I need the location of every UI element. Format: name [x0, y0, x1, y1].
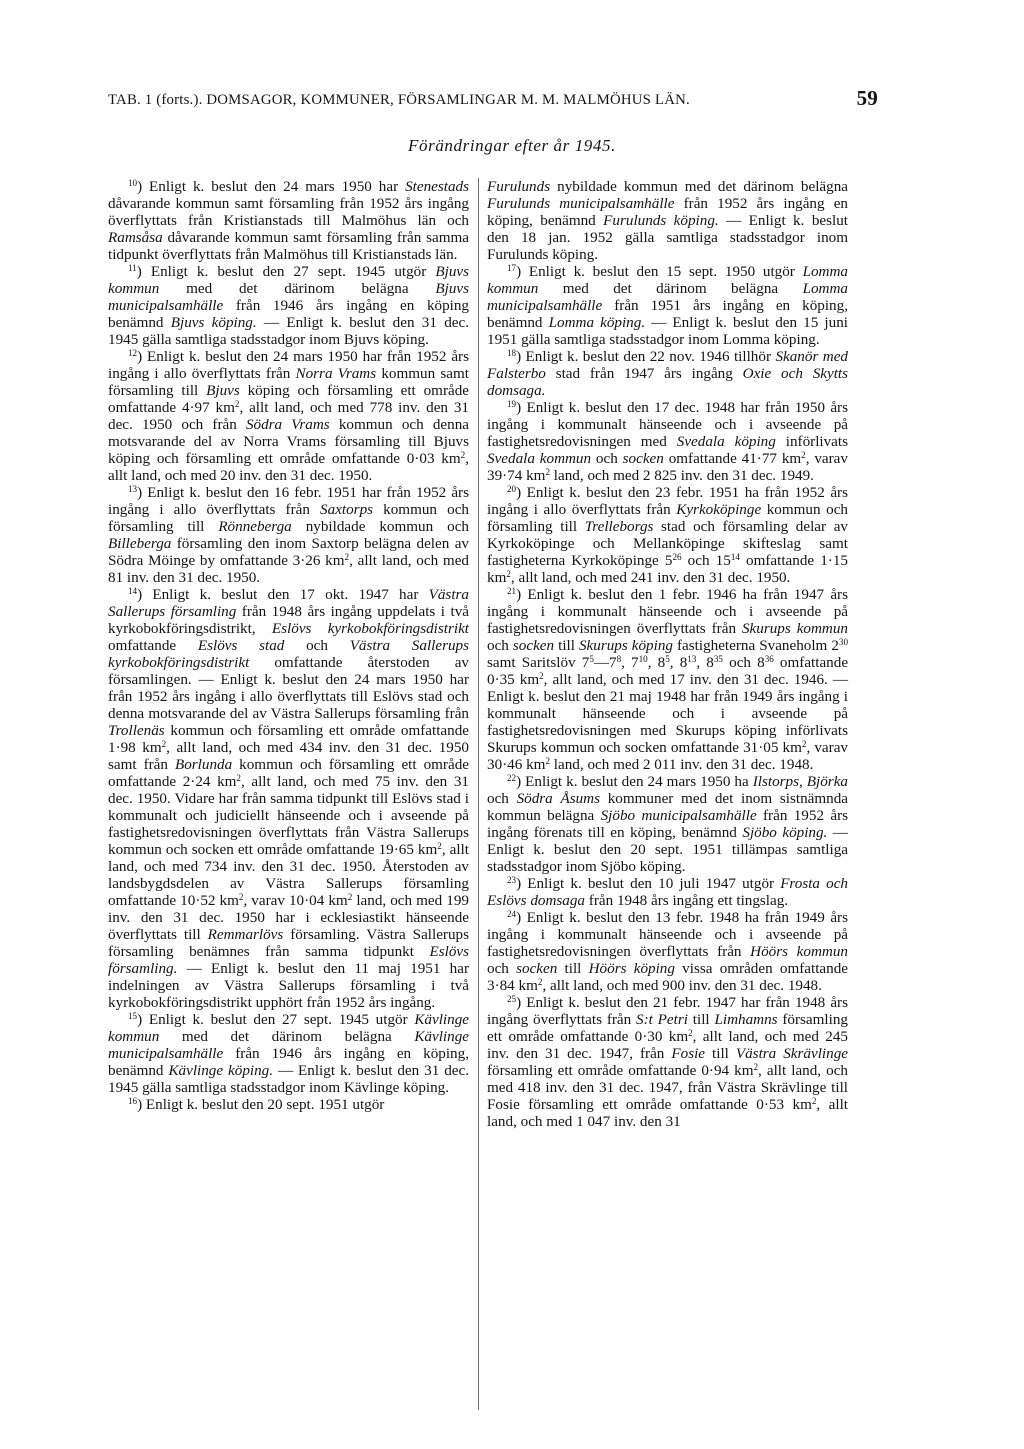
note-23: $^{23}$) Enligt k. beslut den 10 juli 1947 utgör Frosta och Eslövs domsaga från 1948 års ingång ett tingslag. [487, 875, 848, 909]
note-16: $^{16}$) Enligt k. beslut den 20 sept. 1951 utgör [128, 1096, 385, 1113]
note-11: $^{11}$) Enligt k. beslut den 27 sept. 1945 utgör Bjuvs kommun med det därinom belägna Bjuvs municipalsamhälle från 1946 års ingång en köping benämnd Bjuvs köping. — Enligt k. beslut den 31 dec. 1945 gälla samtliga stadsstadgor inom Bjuvs köping. [108, 263, 469, 348]
note-20: $^{20}$) Enligt k. beslut den 23 febr. 1951 ha från 1952 års ingång i allo överflyttats från Kyrkoköpinge kommun och församling till Trelleborgs stad och församling delar av Kyrkoköpinge och Mellanköpinge skifteslag samt fastigheterna Kyrkoköpinge $5^{26}$ och $15^{14}$ omfattande 1·15 $km^2$, allt land, och med 241 inv. den 31 dec. 1950. [487, 484, 848, 586]
page-number: 59 [856, 86, 878, 110]
note-25: $^{25}$) Enligt k. beslut den 21 febr. 1947 har från 1948 års ingång överflyttats från S:t Petri till Limhamns församling ett område omfattande 0·30 $km^2$, allt land, och med 245 inv. den 31 dec. 1947, från Fosie till Västra Skrävlinge församling ett område omfattande 0·94 $km^2$, allt land, och med 418 inv. den 31 dec. 1947, från Västra Skrävlinge till Fosie församling ett område omfattande 0·53 $km^2$, allt land, och med 1 047 inv. den 31 [487, 994, 848, 1130]
note-14: $^{14}$) Enligt k. beslut den 17 okt. 1947 har Västra Sallerups församling från 1948 års ingång uppdelats i två kyrkobokföringsdistrikt, Eslövs kyrkobokföringsdistrikt omfattande Eslövs stad och Västra Sallerups kyrkobokföringsdistrikt omfattande återstoden av församlingen. — Enligt k. beslut den 24 mars 1950 har från 1952 års ingång i allo överflyttats till Eslövs stad och denna motsvarande del av Västra Sallerups församling från Trollenäs kommun och församling ett område omfattande 1·98 $km^2$, allt land, och med 434 inv. den 31 dec. 1950 samt från Borlunda kommun och församling ett område omfattande 2·24 $km^2$, allt land, och med 75 inv. den 31 dec. 1950. Vidare har från samma tidpunkt till Eslövs stad i kommunalt och judiciellt hänseende och i avseende på fastighetsredovisningen överflyttats från Västra Sallerups kommun och socken ett område omfattande 19·65 $km^2$, allt land, och med 734 inv. den 31 dec. 1950. Återstoden av landsbygdsdelen av Västra Sallerups församling omfattande 10·52 $km^2$, varav 10·04 $km^2$ land, och med 199 inv. den 31 dec. 1950 har i ecklesiastikt hänseende överflyttats till Remmarlövs församling. Västra Sallerups församling benämnes från samma tidpunkt Eslövs församling. — Enligt k. beslut den 11 maj 1951 har indelningen av Västra Sallerups församling i två kyrkobokföringsdistrikt upphört från 1952 års ingång. [108, 586, 470, 1011]
note-16-continued: Furulunds nybildade kommun med det därinom belägna Furulunds municipalsamhälle från 1952 års ingång en köping, benämnd Furulunds köping. — Enligt k. beslut den 18 jan. 1952 gälla samtliga stadsstadgor inom Furulunds köping. [487, 178, 848, 263]
note-15: $^{15}$) Enligt k. beslut den 27 sept. 1945 utgör Kävlinge kommun med det därinom belägna Kävlinge municipalsamhälle från 1946 års ingång en köping, benämnd Kävlinge köping. — Enligt k. beslut den 31 dec. 1945 gälla samtliga stadsstadgor inom Kävlinge köping. [108, 1011, 469, 1096]
note-12: $^{12}$) Enligt k. beslut den 24 mars 1950 har från 1952 års ingång i allo överflyttats från Norra Vrams kommun samt församling till Bjuvs köping och församling ett område omfattande 4·97 $km^2$, allt land, och med 778 inv. den 31 dec. 1950 och från Södra Vrams kommun och denna motsvarande del av Norra Vrams församling till Bjuvs köping och församling ett område omfattande 0·03 $km^2$, allt land, och med 20 inv. den 31 dec. 1950. [108, 348, 470, 484]
left-column [108, 178, 469, 1113]
running-title: TAB. 1 (forts.). DOMSAGOR, KOMMUNER, FÖRSAMLINGAR M. M. MALMÖHUS LÄN. [108, 92, 690, 108]
note-10: $^{10}$) Enligt k. beslut den 24 mars 1950 har Stenestads dåvarande kommun samt församling från 1952 års ingång överflyttats från Kristianstads till Malmöhus län och Ramsåsa dåvarande kommun samt församling från samma tidpunkt överflyttats från Malmöhus till Kristianstads län. [108, 178, 469, 263]
note-22: $^{22}$) Enligt k. beslut den 24 mars 1950 ha Ilstorps, Björka och Södra Åsums kommuner med det inom sistnämnda kommun belägna Sjöbo municipalsamhälle från 1952 års ingång förenats till en köping, benämnd Sjöbo köping. — Enligt k. beslut den 20 sept. 1951 tillämpas samtliga stadsstadgor inom Sjöbo köping. [487, 773, 849, 875]
section-subtitle: Förändringar efter år 1945. [408, 136, 616, 155]
running-header [108, 86, 878, 114]
note-18: $^{18}$) Enligt k. beslut den 22 nov. 1946 tillhör Skanör med Falsterbo stad från 1947 års ingång Oxie och Skytts domsaga. [487, 348, 849, 399]
note-24: $^{24}$) Enligt k. beslut den 13 febr. 1948 ha från 1949 års ingång i kommunalt hänseende och i avseende på fastighetsredovisningen överflyttats från Höörs kommun och socken till Höörs köping vissa områden omfattande 3·84 $km^2$, allt land, och med 900 inv. den 31 dec. 1948. [487, 909, 849, 994]
note-21: $^{21}$) Enligt k. beslut den 1 febr. 1946 ha från 1947 års ingång i kommunalt hänseende och i avseende på fastighetsredovisningen överflyttats från Skurups kommun och socken till Skurups köping fastigheterna Svaneholm $2^{30}$ samt Saritslöv $7^5—7^8$, $7^{10}$, $8^5$, $8^{13}$, $8^{35}$ och $8^{36}$ omfattande 0·35 $km^2$, allt land, och med 17 inv. den 31 dec. 1946. — Enligt k. beslut den 21 maj 1948 har från 1949 års ingång i kommunalt hänseende och i avseende på fastighetsredovisningen med Skurups köping införlivats Skurups kommun och socken omfattande 31·05 $km^2$, varav 30·46 $km^2$ land, och med 2 011 inv. den 31 dec. 1948. [487, 586, 849, 773]
note-17: $^{17}$) Enligt k. beslut den 15 sept. 1950 utgör Lomma kommun med det därinom belägna Lomma municipalsamhälle från 1951 års ingång en köping, benämnd Lomma köping. — Enligt k. beslut den 15 juni 1951 gälla samtliga stadsstadgor inom Lomma köping. [487, 263, 848, 348]
column-divider [478, 178, 479, 1410]
right-column [487, 178, 848, 1130]
note-19: $^{19}$) Enligt k. beslut den 17 dec. 1948 har från 1950 års ingång i kommunalt hänseende och i avseende på fastighetsredovisningen med Svedala köping införlivats Svedala kommun och socken omfattande 41·77 $km^2$, varav 39·74 $km^2$ land, och med 2 825 inv. den 31 dec. 1949. [487, 399, 848, 484]
note-13: $^{13}$) Enligt k. beslut den 16 febr. 1951 har från 1952 års ingång i allo överflyttats från Saxtorps kommun och församling till Rönneberga nybildade kommun och Billeberga församling den inom Saxtorp belägna delen av Södra Möinge by omfattande 3·26 $km^2$, allt land, och med 81 inv. den 31 dec. 1950. [108, 484, 469, 586]
